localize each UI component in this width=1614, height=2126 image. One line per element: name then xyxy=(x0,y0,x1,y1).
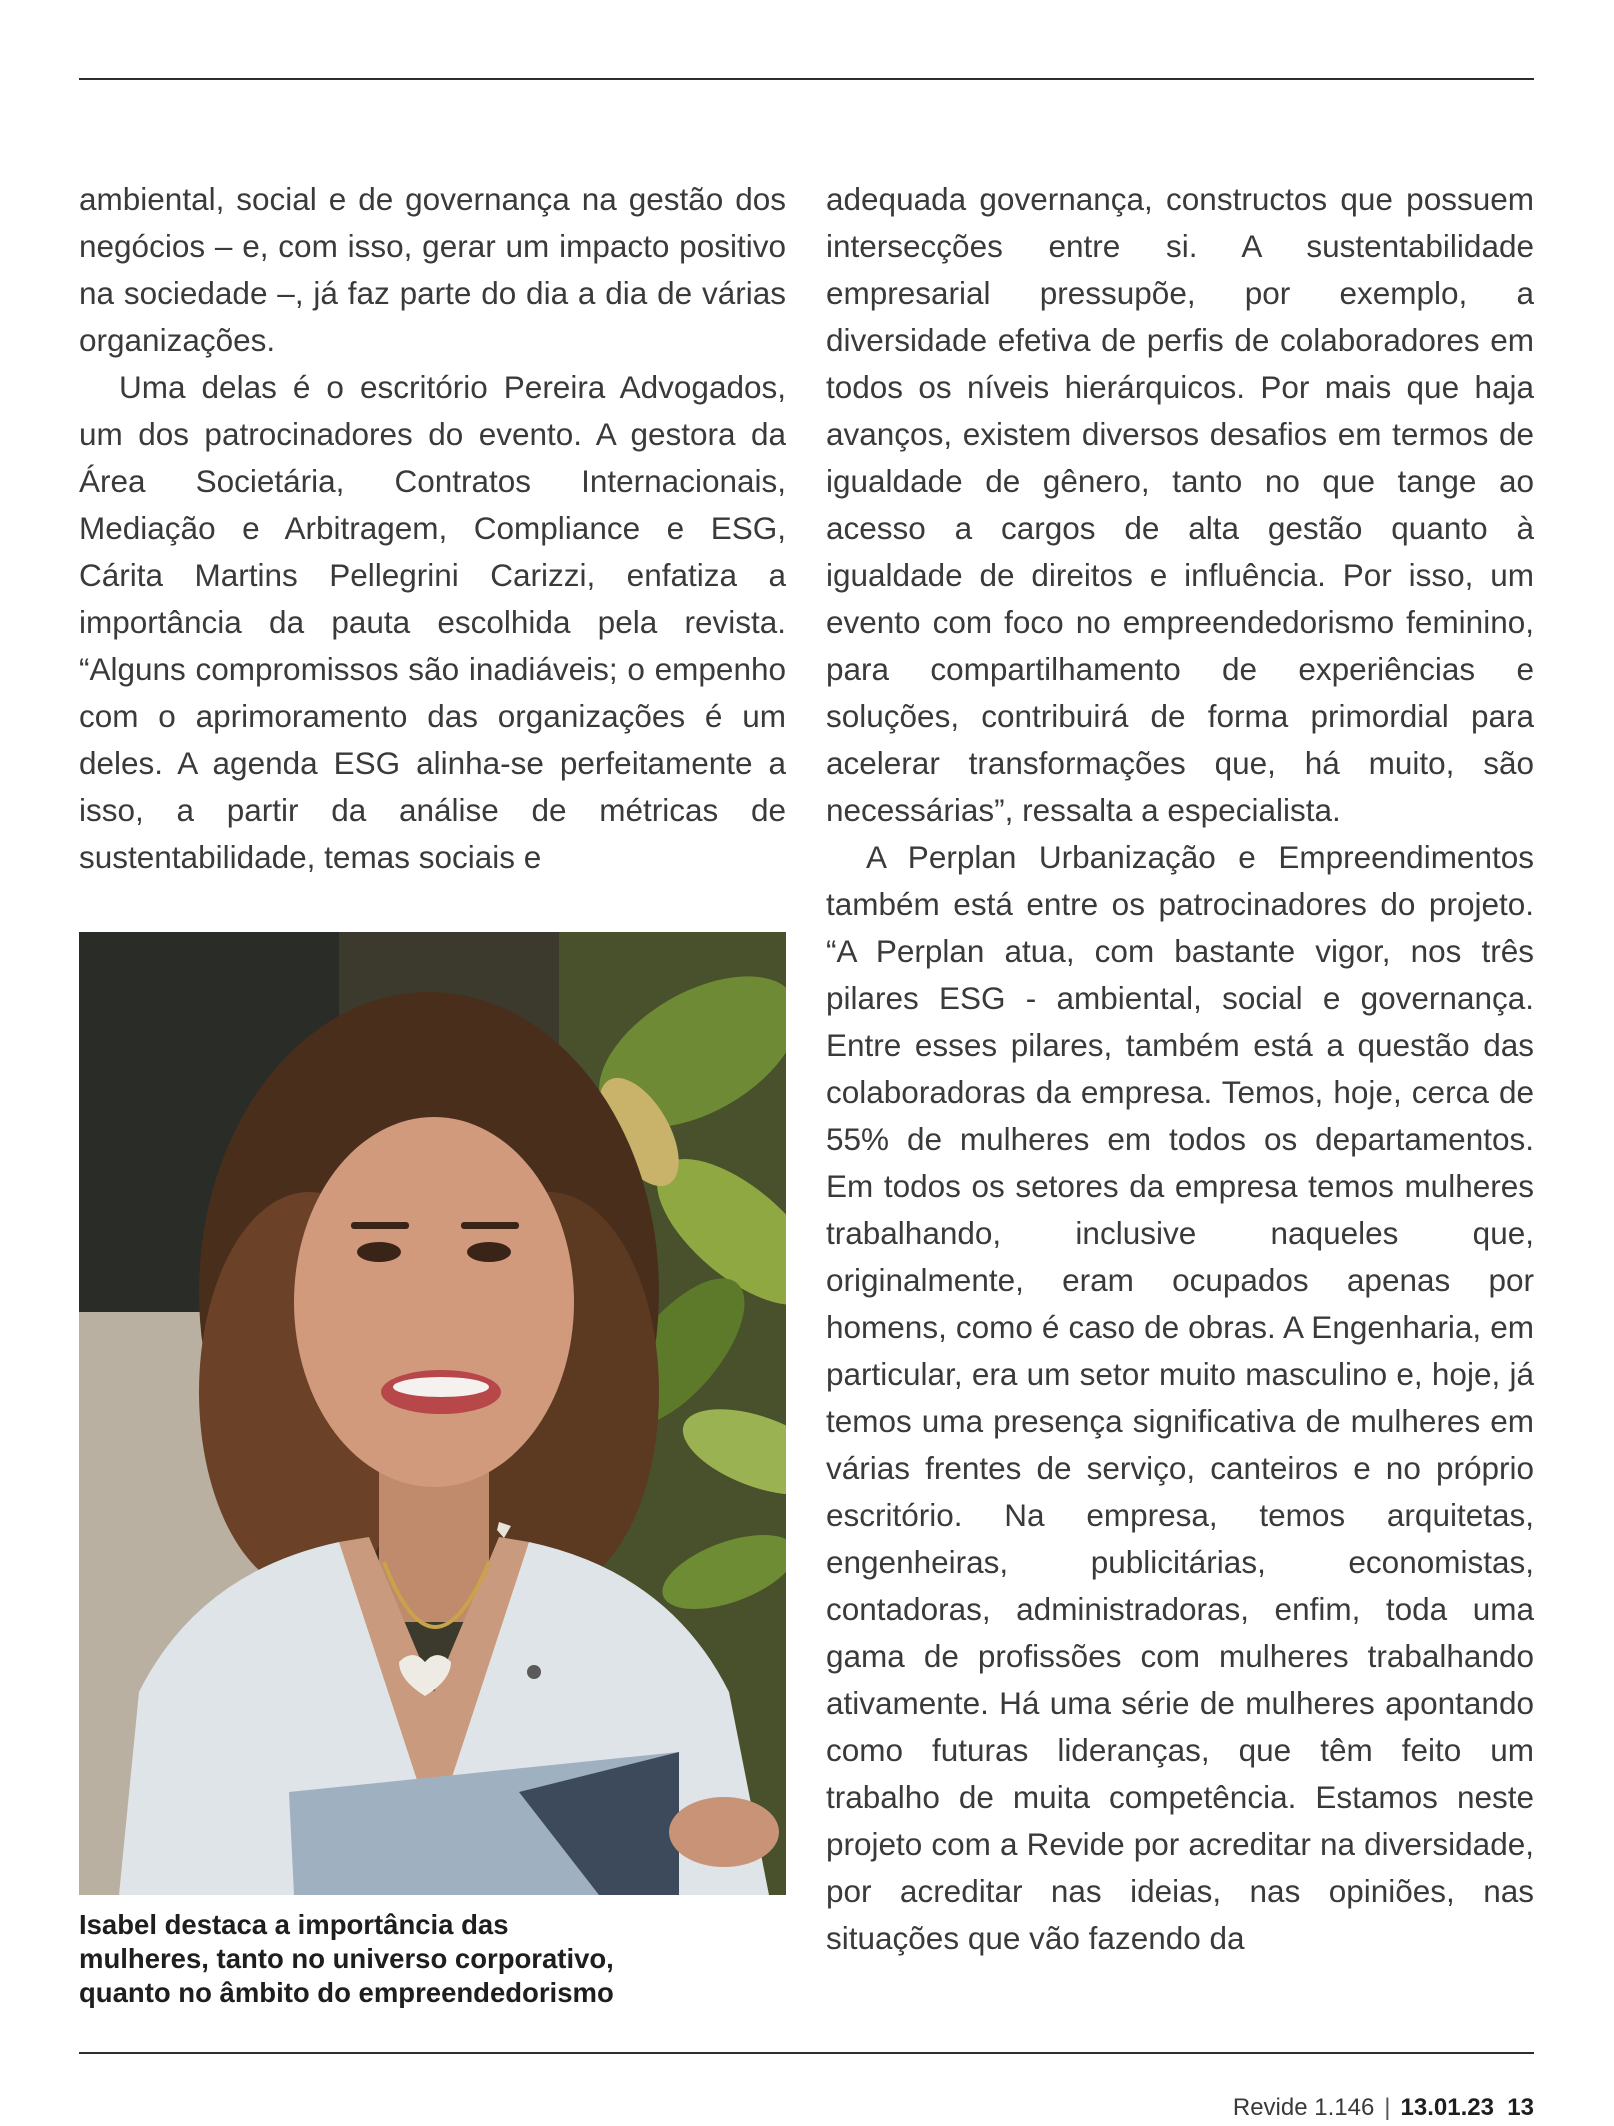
header-rule xyxy=(79,78,1534,80)
paragraph-left-2: Uma delas é o escritório Pereira Advogados, um dos patrocinadores do evento. A gestora da Área Societária, Contratos Internacionais, Mediação e Arbitragem, Compliance e ESG, Cárita Martins Pellegrini Carizzi, enfatiza a importância da pauta escolhida pela revista. “Alguns compromissos são inadiáveis; o empenho com o aprimoramento das organizações é um deles. A agenda ESG alinha-se perfeitamente a isso, a partir da análise de métricas de sustentabilidade, temas sociais e xyxy=(79,369,786,875)
portrait-photo xyxy=(79,932,786,1895)
caption-line-3: quanto no âmbito do empreendedorismo xyxy=(79,1977,614,2008)
caption-line-1: Isabel destaca a importância das xyxy=(79,1909,509,1940)
page-number: 13 xyxy=(1507,2094,1534,2121)
photo-caption xyxy=(79,1908,786,2010)
paragraph-right-2: A Perplan Urbanização e Empreendimentos também está entre os patrocinadores do projeto. “A Perplan atua, com bastante vigor, nos três pilares ESG - ambiental, social e governança. Entre esses pilares, também está a questão das colaboradoras da empresa. Temos, hoje, cerca de 55% de mulheres em todos os departamentos. Em todos os setores da empresa temos mulheres trabalhando, inclusive naqueles que, originalmente, eram ocupados apenas por homens, como é caso de obras. A Engenharia, em particular, era um setor muito masculino e, hoje, já temos uma presença significativa de mulheres em várias frentes de serviço, canteiros e no próprio escritório. Na empresa, temos arquitetas, engenheiras, publicitárias, economistas, contadoras, administradoras, enfim, toda uma gama de profissões com mulheres trabalhando ativamente. Há uma série de mulheres apontando como futuras lideranças, que têm feito um trabalho de muita competência. Estamos neste projeto com a Revide por acreditar na diversidade, por acreditar nas ideias, nas opiniões, nas situações que vão fazendo da xyxy=(826,839,1534,1956)
footer-separator: | xyxy=(1384,2094,1391,2121)
page-footer xyxy=(1233,2094,1534,2122)
paragraph-right-1: adequada governança, constructos que possuem intersecções entre si. A sustentabilidade empresarial pressupõe, por exemplo, a diversidade efetiva de perfis de colaboradores em todos os níveis hierárquicos. Por mais que haja avanços, existem diversos desafios em termos de igualdade de gênero, tanto no que tange ao acesso a cargos de alta gestão quanto à igualdade de direitos e influência. Por isso, um evento com foco no empreendedorismo feminino, para compartilhamento de experiências e soluções, contribuirá de forma primordial para acelerar transformações que, há muito, são necessárias”, ressalta a especialista. xyxy=(826,181,1534,828)
paragraph-left-1: ambiental, social e de governança na gestão dos negócios – e, com isso, gerar um impacto positivo na sociedade –, já faz parte do dia a dia de várias organizações. xyxy=(79,181,786,358)
article-column-left xyxy=(79,176,786,881)
caption-line-2: mulheres, tanto no universo corporativo, xyxy=(79,1943,614,1974)
footer-rule xyxy=(79,2052,1534,2054)
footer-publication: Revide 1.146 xyxy=(1232,2094,1375,2121)
footer-date: 13.01.23 xyxy=(1400,2094,1494,2121)
article-column-right xyxy=(826,176,1534,1962)
